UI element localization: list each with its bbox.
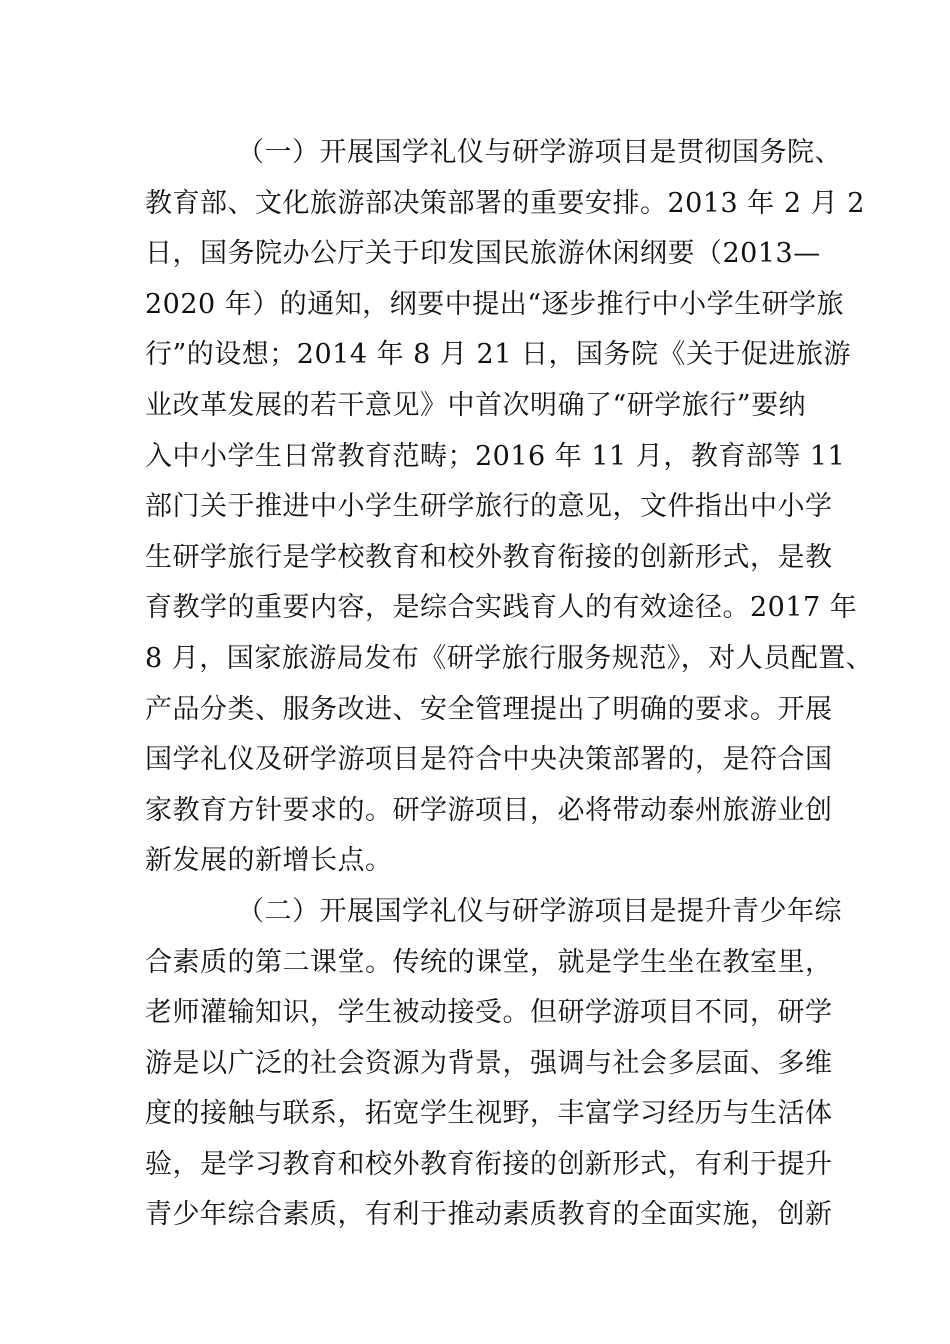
paragraph-line: 青少年综合素质，有利于推动素质教育的全面实施，创新 xyxy=(145,1199,833,1231)
paragraph-line: 部门关于推进中小学生研学旅行的意见，文件指出中小学 xyxy=(145,491,833,523)
paragraph-1 xyxy=(145,128,874,887)
paragraph-line: 育教学的重要内容，是综合实践育人的有效途径。2017 年 xyxy=(145,592,858,624)
paragraph-line: （二）开展国学礼仪与研学游项目是提升青少年综 xyxy=(237,895,842,927)
paragraph-line: 度的接触与联系，拓宽学生视野，丰富学习经历与生活体 xyxy=(145,1098,833,1130)
paragraph-line: 8 月，国家旅游局发布《研学旅行服务规范》，对人员配置、 xyxy=(145,642,874,674)
paragraph-line: （一）开展国学礼仪与研学游项目是贯彻国务院、 xyxy=(237,137,842,168)
paragraph-line: 行”的设想；2014 年 8 月 21 日，国务院《关于促进旅游 xyxy=(145,339,851,371)
paragraph-line: 合素质的第二课堂。传统的课堂，就是学生坐在教室里， xyxy=(145,946,833,978)
paragraph-line: 家教育方针要求的。研学游项目，必将带动泰州旅游业创 xyxy=(145,794,833,826)
paragraph-line: 验，是学习教育和校外教育衔接的创新形式，有利于提升 xyxy=(145,1148,833,1180)
paragraph-line: 2020 年）的通知，纲要中提出“逐步推行中小学生研学旅 xyxy=(145,288,845,320)
paragraph-line: 日，国务院办公厅关于印发国民旅游休闲纲要（2013— xyxy=(145,238,821,270)
paragraph-line: 入中小学生日常教育范畴；2016 年 11 月，教育部等 11 xyxy=(145,440,846,472)
paragraph-line: 游是以广泛的社会资源为背景，强调与社会多层面、多维 xyxy=(145,1047,833,1079)
paragraph-line: 新发展的新增长点。 xyxy=(145,845,393,877)
paragraph-line: 国学礼仪及研学游项目是符合中央决策部署的，是符合国 xyxy=(145,744,833,776)
document-page xyxy=(145,128,874,1241)
paragraph-line: 教育部、文化旅游部决策部署的重要安排。2013 年 2 月 2 xyxy=(145,187,865,219)
paragraph-line: 产品分类、服务改进、安全管理提出了明确的要求。开展 xyxy=(145,693,833,725)
paragraph-2 xyxy=(145,887,842,1241)
paragraph-line: 老师灌输知识，学生被动接受。但研学游项目不同，研学 xyxy=(145,997,833,1029)
paragraph-line: 生研学旅行是学校教育和校外教育衔接的创新形式，是教 xyxy=(145,541,833,573)
paragraph-line: 业改革发展的若干意见》中首次明确了“研学旅行”要纳 xyxy=(145,389,807,421)
